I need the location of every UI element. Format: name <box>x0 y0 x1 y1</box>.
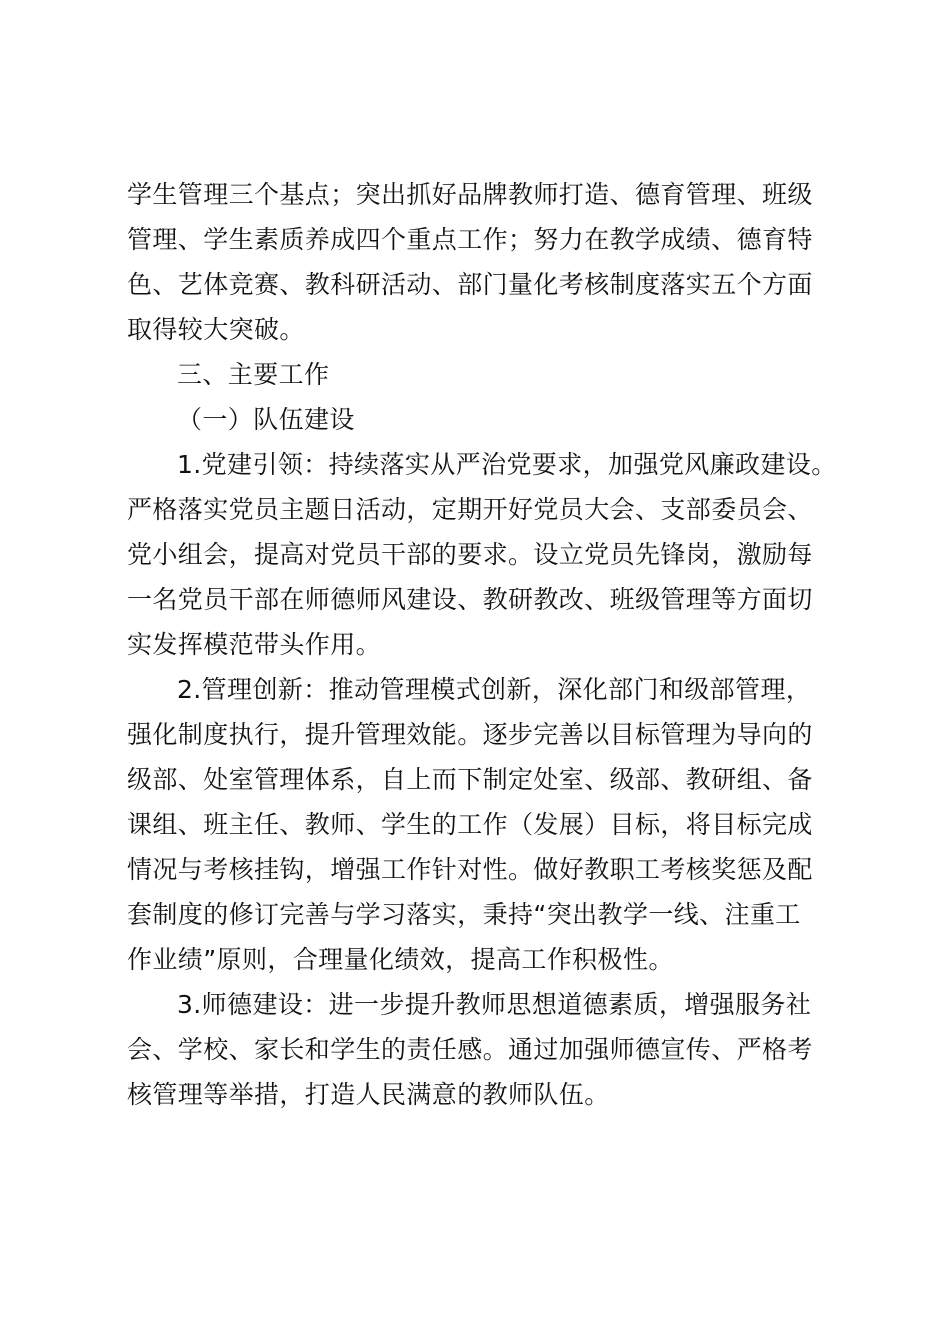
body-text-line: 会、学校、家长和学生的责任感。通过加强师德宣传、严格考 <box>127 1035 813 1064</box>
body-text-line: 强化制度执行，提升管理效能。逐步完善以目标管理为导向的 <box>127 720 813 749</box>
subsection-heading: （一）队伍建设 <box>177 405 355 434</box>
body-text-line: 套制度的修订完善与学习落实，秉持“突出教学一线、注重工 <box>127 900 801 929</box>
body-text-line: 级部、处室管理体系，自上而下制定处室、级部、教研组、备 <box>127 765 813 794</box>
body-text-line: 严格落实党员主题日活动，定期开好党员大会、支部委员会、 <box>127 495 813 524</box>
paragraph-first-line: 1.党建引领：持续落实从严治党要求，加强党风廉政建设。 <box>177 450 837 479</box>
body-text-line: 课组、班主任、教师、学生的工作（发展）目标，将目标完成 <box>127 810 813 839</box>
body-text-line: 核管理等举措，打造人民满意的教师队伍。 <box>127 1080 610 1109</box>
body-text-line: 作业绩”原则，合理量化绩效，提高工作积极性。 <box>127 945 674 974</box>
body-text-line: 色、艺体竞赛、教科研活动、部门量化考核制度落实五个方面 <box>127 270 813 299</box>
body-text-line: 管理、学生素质养成四个重点工作；努力在教学成绩、德育特 <box>127 225 813 254</box>
body-text-line: 一名党员干部在师德师风建设、教研教改、班级管理等方面切 <box>127 585 813 614</box>
body-text-line: 实发挥模范带头作用。 <box>127 630 382 659</box>
body-text-line: 取得较大突破。 <box>127 315 305 344</box>
body-text-line: 情况与考核挂钩，增强工作针对性。做好教职工考核奖惩及配 <box>127 855 813 884</box>
body-text-line: 党小组会，提高对党员干部的要求。设立党员先锋岗，激励每 <box>127 540 813 569</box>
body-text-line: 学生管理三个基点；突出抓好品牌教师打造、德育管理、班级 <box>127 180 813 209</box>
paragraph-first-line: 2.管理创新：推动管理模式创新，深化部门和级部管理， <box>177 675 812 704</box>
paragraph-first-line: 3.师德建设：进一步提升教师思想道德素质，增强服务社 <box>177 990 812 1019</box>
section-heading: 三、主要工作 <box>177 360 330 389</box>
